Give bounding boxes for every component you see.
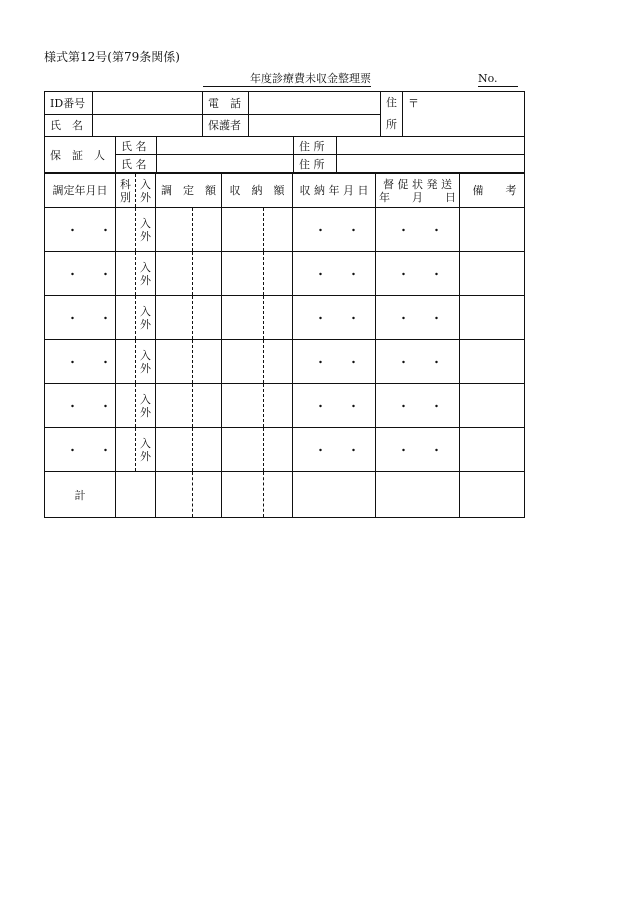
total-assessed-cell[interactable] [156, 472, 193, 518]
guarantor-name-field-1[interactable] [157, 137, 294, 155]
assessed-amount-cell-b[interactable] [193, 384, 222, 428]
id-number-field[interactable] [93, 92, 203, 115]
guarantor-address-label-2: 住 所 [294, 155, 337, 173]
received-amount-cell-b[interactable] [264, 340, 293, 384]
assessed-amount-cell[interactable] [156, 252, 193, 296]
reminder-date-cell[interactable]: ・・ [376, 208, 460, 252]
col-assessed-amount: 調 定 額 [156, 174, 222, 208]
assessment-date-cell[interactable]: ・・ [45, 252, 116, 296]
total-received-cell[interactable] [222, 472, 264, 518]
table-row [45, 384, 525, 428]
name-field[interactable] [93, 114, 203, 137]
remarks-cell[interactable] [460, 340, 525, 384]
table-row [45, 208, 525, 252]
col-receipt-date: 収 納 年 月 日 [293, 174, 376, 208]
received-amount-cell-b[interactable] [264, 252, 293, 296]
table-row [45, 252, 525, 296]
receipt-date-cell[interactable]: ・・ [293, 384, 376, 428]
received-amount-cell[interactable] [222, 340, 264, 384]
table-row [45, 428, 525, 472]
guarantor-name-label-2: 氏 名 [116, 155, 157, 173]
remarks-cell[interactable] [460, 428, 525, 472]
assessed-amount-cell[interactable] [156, 296, 193, 340]
reminder-date-cell[interactable]: ・・ [376, 252, 460, 296]
inout-cell[interactable]: 入 外 [136, 384, 156, 428]
guarantor-name-label-1: 氏 名 [116, 137, 157, 155]
id-number-label: ID番号 [45, 92, 93, 115]
total-reminder-cell [376, 472, 460, 518]
received-amount-cell-b[interactable] [264, 208, 293, 252]
col-category: 科 別 [116, 174, 136, 208]
receipt-date-cell[interactable]: ・・ [293, 208, 376, 252]
assessment-date-cell[interactable]: ・・ [45, 296, 116, 340]
phone-field[interactable] [249, 92, 381, 115]
inout-cell[interactable]: 入 外 [136, 428, 156, 472]
col-reminder-date: 督 促 状 発 送 年 月 日 [376, 174, 460, 208]
assessed-amount-cell[interactable] [156, 208, 193, 252]
guarantor-label: 保 証 人 [45, 137, 116, 173]
receipt-date-cell[interactable]: ・・ [293, 340, 376, 384]
reminder-date-cell[interactable]: ・・ [376, 296, 460, 340]
assessed-amount-cell[interactable] [156, 340, 193, 384]
received-amount-cell[interactable] [222, 252, 264, 296]
guardian-label: 保護者 [203, 114, 249, 137]
inout-cell[interactable]: 入 外 [136, 296, 156, 340]
receipt-date-cell[interactable]: ・・ [293, 428, 376, 472]
received-amount-cell[interactable] [222, 428, 264, 472]
phone-label: 電 話 [203, 92, 249, 115]
inout-cell[interactable]: 入 外 [136, 252, 156, 296]
total-assessed-cell-b[interactable] [193, 472, 222, 518]
guarantor-address-field-2[interactable] [337, 155, 525, 173]
guarantor-address-label-1: 住 所 [294, 137, 337, 155]
reminder-date-cell[interactable]: ・・ [376, 340, 460, 384]
reminder-date-cell[interactable]: ・・ [376, 428, 460, 472]
remarks-cell[interactable] [460, 384, 525, 428]
total-received-cell-b[interactable] [264, 472, 293, 518]
received-amount-cell[interactable] [222, 208, 264, 252]
assessed-amount-cell-b[interactable] [193, 252, 222, 296]
remarks-cell[interactable] [460, 252, 525, 296]
col-assessment-date: 調定年月日 [45, 174, 116, 208]
inout-cell[interactable]: 入 外 [136, 340, 156, 384]
total-label: 計 [45, 472, 116, 518]
total-receipt-date-cell [293, 472, 376, 518]
guarantor-address-field-1[interactable] [337, 137, 525, 155]
form-number-label: 様式第12号(第79条関係) [44, 50, 180, 64]
reminder-date-cell[interactable]: ・・ [376, 384, 460, 428]
assessed-amount-cell[interactable] [156, 384, 193, 428]
total-row [45, 472, 525, 518]
assessed-amount-cell-b[interactable] [193, 428, 222, 472]
assessed-amount-cell-b[interactable] [193, 340, 222, 384]
assessment-date-cell[interactable]: ・・ [45, 340, 116, 384]
guarantor-table [44, 136, 525, 173]
assessment-date-cell[interactable]: ・・ [45, 428, 116, 472]
receipt-date-cell[interactable]: ・・ [293, 252, 376, 296]
received-amount-cell[interactable] [222, 384, 264, 428]
form-title: 年度診療費未収金整理票 [203, 72, 371, 87]
assessed-amount-cell-b[interactable] [193, 296, 222, 340]
remarks-cell[interactable] [460, 208, 525, 252]
assessment-date-cell[interactable]: ・・ [45, 208, 116, 252]
received-amount-cell[interactable] [222, 296, 264, 340]
col-remarks: 備 考 [460, 174, 525, 208]
total-remarks-cell [460, 472, 525, 518]
assessment-date-cell[interactable]: ・・ [45, 384, 116, 428]
received-amount-cell-b[interactable] [264, 296, 293, 340]
patient-info-table [44, 91, 525, 137]
ledger-table [44, 173, 525, 518]
table-row [45, 296, 525, 340]
form-no-label: No. [478, 72, 518, 87]
guarantor-name-field-2[interactable] [157, 155, 294, 173]
received-amount-cell-b[interactable] [264, 428, 293, 472]
address-label: 住 所 [381, 92, 403, 137]
received-amount-cell-b[interactable] [264, 384, 293, 428]
assessed-amount-cell-b[interactable] [193, 208, 222, 252]
col-inpatient-outpatient: 入 外 [136, 174, 156, 208]
postal-mark: 〒 [408, 97, 419, 110]
col-received-amount: 収 納 額 [222, 174, 293, 208]
receipt-date-cell[interactable]: ・・ [293, 296, 376, 340]
table-row [45, 340, 525, 384]
guardian-field[interactable] [249, 114, 381, 137]
assessed-amount-cell[interactable] [156, 428, 193, 472]
remarks-cell[interactable] [460, 296, 525, 340]
name-label: 氏 名 [45, 114, 93, 137]
inout-cell[interactable]: 入 外 [136, 208, 156, 252]
total-category-cell [116, 472, 156, 518]
address-field[interactable] [403, 92, 525, 137]
